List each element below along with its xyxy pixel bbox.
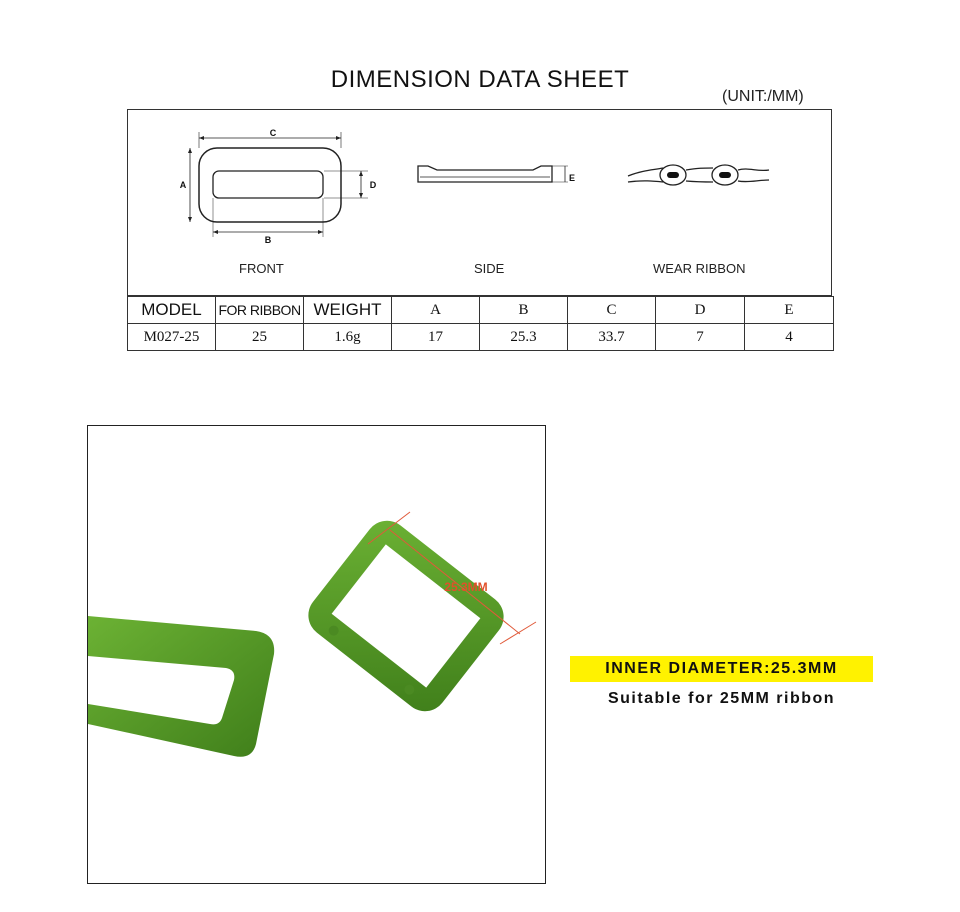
front-view-drawing (190, 132, 368, 237)
cell-d: 7 (656, 324, 745, 351)
table-header-row (128, 297, 834, 324)
header-for-ribbon: FOR RIBBON (216, 297, 304, 324)
header-a: A (392, 297, 480, 324)
wear-ribbon-drawing (628, 165, 769, 185)
cell-b: 25.3 (480, 324, 568, 351)
dimension-diagram (127, 109, 832, 296)
caption-front: FRONT (239, 261, 284, 276)
header-b: B (480, 297, 568, 324)
measurement-label: 25.3MM (444, 580, 488, 594)
dim-letter-e: E (568, 173, 576, 183)
header-c: C (568, 297, 656, 324)
inner-diameter-callout: INNER DIAMETER:25.3MM (570, 656, 873, 682)
dim-letter-b: B (264, 235, 272, 245)
header-weight: WEIGHT (304, 297, 392, 324)
table-row (128, 324, 834, 351)
spec-table (127, 296, 834, 351)
dim-letter-d: D (369, 180, 377, 190)
header-d: D (656, 297, 745, 324)
dim-letter-a: A (179, 180, 187, 190)
sheet-title: DIMENSION DATA SHEET (330, 66, 630, 93)
cell-weight: 1.6g (304, 324, 392, 351)
header-e: E (745, 297, 834, 324)
cell-model: M027-25 (128, 324, 216, 351)
cell-a: 17 (392, 324, 480, 351)
green-loop-left (88, 616, 274, 757)
product-illustration (88, 426, 546, 884)
caption-wear-ribbon: WEAR RIBBON (653, 261, 746, 276)
header-model: MODEL (128, 297, 216, 324)
ribbon-suitability-text: Suitable for 25MM ribbon (607, 690, 836, 707)
product-photo (87, 425, 546, 884)
cell-c: 33.7 (568, 324, 656, 351)
dim-letter-c: C (269, 128, 277, 138)
caption-side: SIDE (474, 261, 505, 276)
unit-label: (UNIT:/MM) (722, 88, 804, 105)
side-view-drawing (418, 166, 568, 182)
cell-e: 4 (745, 324, 834, 351)
cell-for-ribbon: 25 (216, 324, 304, 351)
